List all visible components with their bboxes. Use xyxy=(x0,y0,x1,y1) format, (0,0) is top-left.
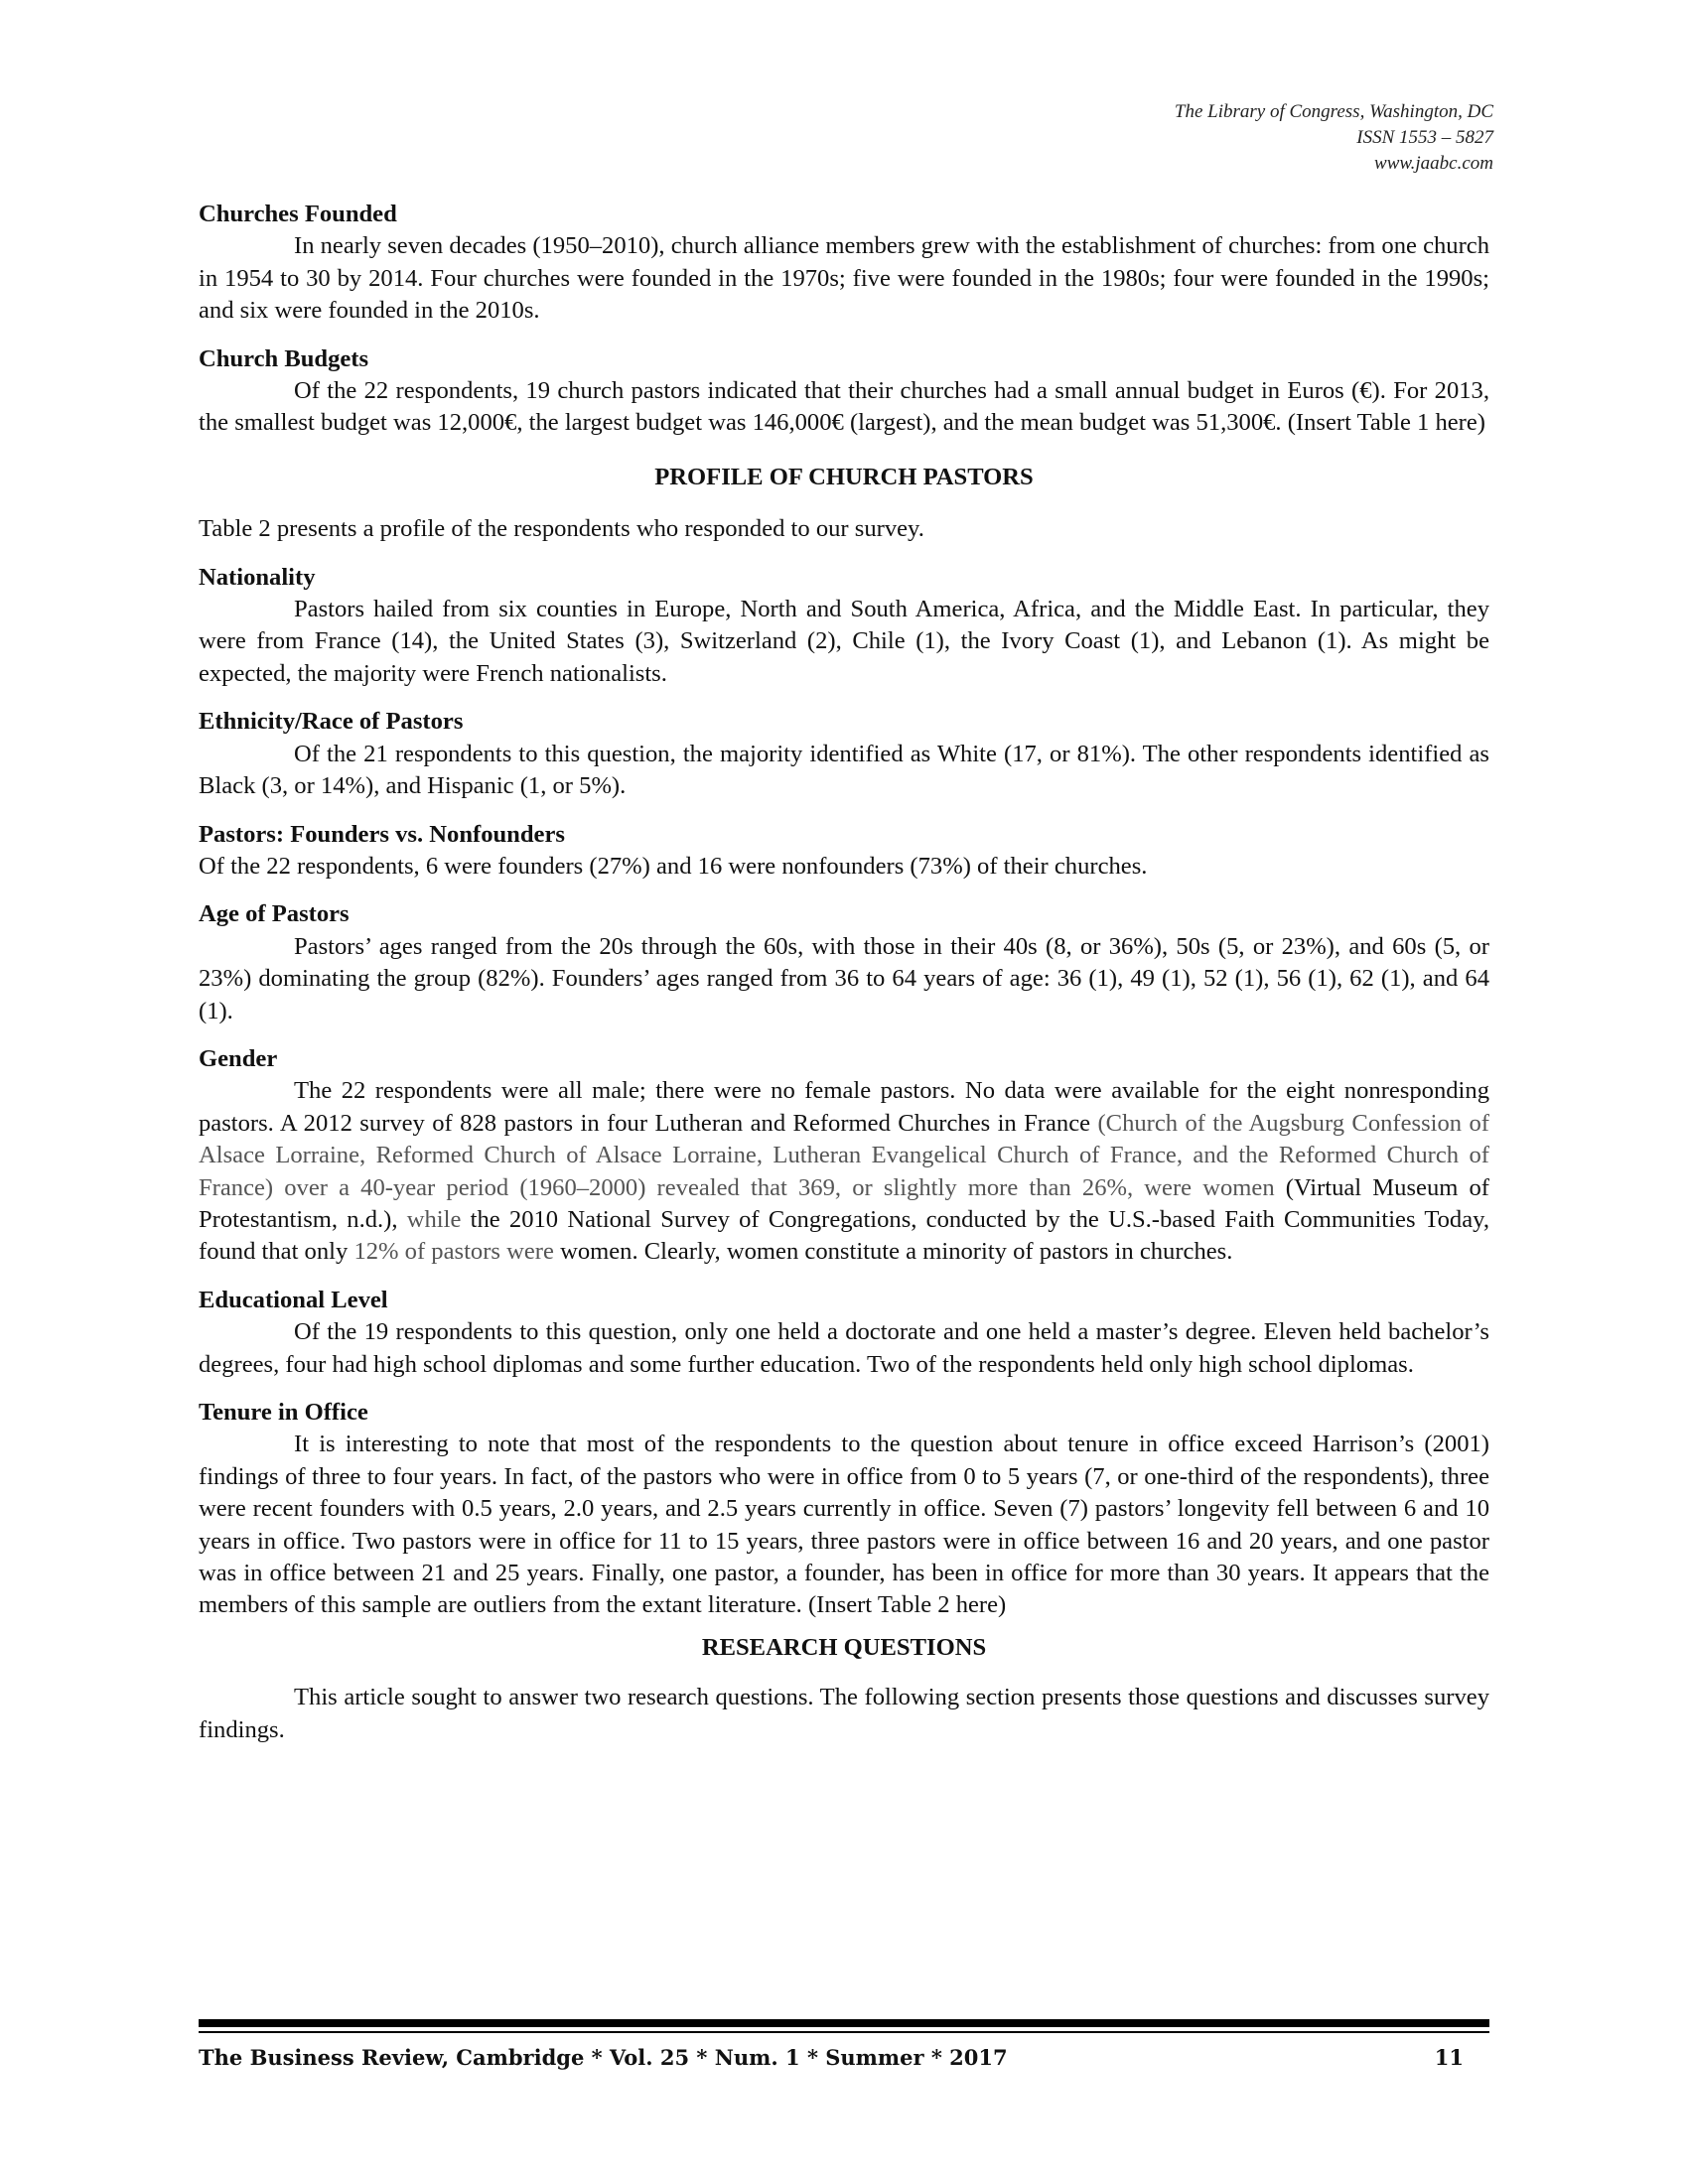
running-head-website: www.jaabc.com xyxy=(1374,153,1493,174)
text-run: (Virtual Museum of Protestantism, n.d.), xyxy=(199,1173,1489,1233)
paragraph: Of the 19 respondents to this question, only one held a doctorate and one held a master’s degree. Eleven held bachelor’s degrees, four had high school diplomas and some further education. Two of the respondents held only high school diplomas. xyxy=(199,1318,1489,1378)
footer-journal-citation: The Business Review, Cambridge * Vol. 25 * Num. 1 * Summer * 2017 xyxy=(199,2045,1008,2070)
running-head xyxy=(1175,99,1493,177)
section-research-questions xyxy=(199,1682,1489,1746)
footer-rule xyxy=(199,2031,1489,2033)
paragraph: Pastors hailed from six counties in Europe, North and South America, Africa, and the Middle East. In particular, they were from France (14), the United States (3), Switzerland (2), Chile (1), the Ivory Coast (1), and Lebanon (1). As might be expected, the majority were French nationalists. xyxy=(199,596,1489,687)
text-run: The 22 respondents were all male; there were no female pastors. No data were available for the eight nonresponding pastors. A 2012 survey of 828 pastors in four Lutheran and Reformed Churches in France xyxy=(199,1077,1489,1137)
footer-rule xyxy=(199,2019,1489,2027)
section-heading: Gender xyxy=(199,1044,278,1072)
paragraph xyxy=(199,1075,1489,1268)
text-run-gray: 12% of pastors were xyxy=(353,1238,554,1266)
heading-research-questions: RESEARCH QUESTIONS xyxy=(701,1633,987,1661)
section-age xyxy=(199,898,1489,1027)
section-heading: Educational Level xyxy=(199,1286,388,1313)
text-run-gray: while xyxy=(397,1205,462,1233)
text-run-gray: (Church of the Augsburg Confession of Alsace Lorraine, Reformed Church of Alsace Lorraine, Lutheran Evangelical Church of France, and the Reformed Church of France) over a 40-year period (1960–2000) revealed that 369, or slightly more than 26%, were women xyxy=(199,1109,1489,1201)
heading-profile-of-church-pastors: PROFILE OF CHURCH PASTORS xyxy=(654,463,1034,490)
section-heading: Church Budgets xyxy=(199,344,369,372)
paragraph: Of the 21 respondents to this question, the majority identified as White (17, or 81%). The other respondents identified as Black (3, or 14%), and Hispanic (1, or 5%). xyxy=(199,740,1489,800)
section-heading: Pastors: Founders vs. Nonfounders xyxy=(199,820,565,848)
section-heading: Age of Pastors xyxy=(199,900,350,928)
paragraph: Of the 22 respondents, 19 church pastors indicated that their churches had a small annual budget in Euros (€). For 2013, the smallest budget was 12,000€, the largest budget was 146,000€ (largest), and the mean budget was 51,300€. (Insert Table 1 here) xyxy=(199,377,1489,437)
section-gender xyxy=(199,1043,1489,1269)
section-tenure xyxy=(199,1397,1489,1622)
section-heading: Nationality xyxy=(199,563,316,591)
section-church-budgets xyxy=(199,343,1489,440)
running-head-issn: ISSN 1553 – 5827 xyxy=(1356,127,1493,148)
section-heading: Churches Founded xyxy=(199,201,397,227)
section-heading: Ethnicity/Race of Pastors xyxy=(199,708,464,736)
paragraph: In nearly seven decades (1950–2010), church alliance members grew with the establishment of churches: from one church in 1954 to 30 by 2014. Four churches were founded in the 1970s; five were founded in the 1980s; four were founded in the 1990s; and six were founded in the 2010s. xyxy=(199,232,1489,325)
running-head-publisher: The Library of Congress, Washington, DC xyxy=(1174,101,1493,122)
section-churches-founded xyxy=(199,199,1489,328)
section-heading: Tenure in Office xyxy=(199,1399,368,1426)
paragraph: This article sought to answer two research questions. The following section presents those questions and discusses survey findings. xyxy=(199,1684,1489,1743)
text-run: women. Clearly, women constitute a minority of pastors in churches. xyxy=(553,1238,1233,1266)
section-ethnicity xyxy=(199,706,1489,802)
paragraph: Pastors’ ages ranged from the 20s through the 60s, with those in their 40s (8, or 36%), 50s (5, or 23%), and 60s (5, or 23%) dominating the group (82%). Founders’ ages ranged from 36 to 64 years of age: 36 (1), 49 (1), 52 (1), 56 (1), 62 (1), and 64 (1). xyxy=(199,932,1489,1024)
body-text xyxy=(199,199,1489,1762)
paragraph: It is interesting to note that most of the respondents to the question about tenure in office exceed Harrison’s (2001) findings of three to four years. In fact, of the pastors who were in office from 0 to 5 years (7, or one-third of the respondents), three were recent founders with 0.5 years, 2.0 years, and 2.5 years currently in office. Seven (7) pastors’ longevity fell between 6 and 10 years in office. Two pastors were in office for 11 to 15 years, three pastors were in office between 16 and 20 years, and one pastor was in office between 21 and 25 years. Finally, one pastor, a founder, has been in office for more than 30 years. It appears that the members of this sample are outliers from the extant literature. (Insert Table 2 here) xyxy=(199,1431,1489,1619)
section-profile-intro xyxy=(199,513,1489,545)
section-founders xyxy=(199,819,1489,884)
paragraph: Table 2 presents a profile of the respondents who responded to our survey. xyxy=(199,515,924,543)
paragraph: Of the 22 respondents, 6 were founders (27%) and 16 were nonfounders (73%) of their churches. xyxy=(199,852,1148,880)
section-nationality xyxy=(199,562,1489,691)
text-run: the 2010 National Survey of Congregations, conducted by the U.S.-based Faith Communities Today, found that only xyxy=(199,1205,1489,1266)
section-education xyxy=(199,1285,1489,1381)
page-number: 11 xyxy=(1434,2045,1464,2070)
